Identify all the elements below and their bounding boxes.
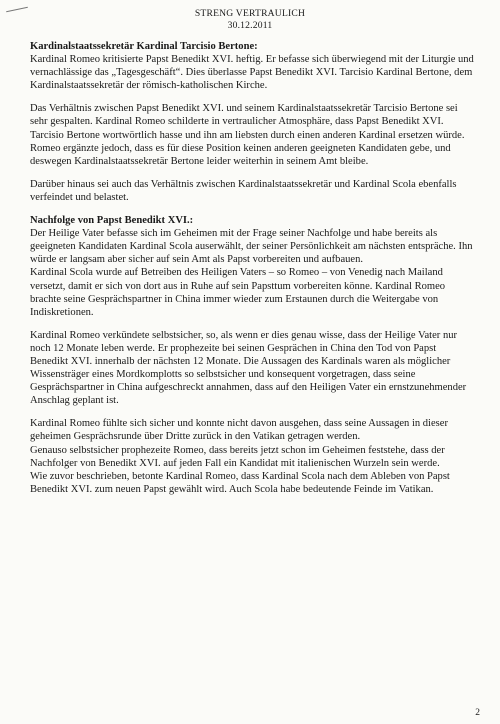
- paragraph: Wie zuvor beschrieben, betonte Kardinal Romeo, dass Kardinal Scola nach dem Ableben von Papst Benedikt XVI. zum neuen Papst gewählt wird. Auch Scola habe bedeutende Feinde im Vatikan.: [30, 470, 450, 495]
- paragraph: Genauso selbstsicher prophezeite Romeo, dass bereits jetzt schon im Geheimen feststehe, dass der Nachfolger von Benedikt XVI. auf jeden Fall ein Kandidat mit italienischen Wurzeln sein werde.: [30, 444, 445, 469]
- page-number: 2: [475, 708, 480, 718]
- section-heading-bertone: Kardinalstaatssekretär Kardinal Tarcisio Bertone:: [30, 41, 258, 52]
- paragraph: Das Verhältnis zwischen Papst Benedikt XVI. und seinem Kardinalstaatssekretär Tarcisio Bertone sei sehr gespalten. Kardinal Romeo schilderte in vertraulicher Atmosphäre, dass Papst Benedikt XVI. Tarcisio Bertone wortwörtlich hasse und ihn am liebsten durch einen anderen Kardinal ersetzen würde. Romeo ergänzte jedoch, dass es für diese Position keinen anderen geeigneten Kandidaten gebe, und deswegen Kardinalstaatssekretär Bertone leider weiterhin in seinem Amt bleibe.: [30, 103, 465, 167]
- document-header: [0, 8, 500, 32]
- paragraph: Kardinal Romeo fühlte sich sicher und konnte nicht davon ausgehen, dass seine Aussagen in dieser geheimen Gesprächsrunde über Dritte zurück in den Vatikan getragen werden.: [30, 418, 448, 443]
- document-body: [30, 40, 475, 496]
- paragraph: Der Heilige Vater befasse sich im Geheimen mit der Frage seiner Nachfolge und habe bereits als geeigneten Kandidaten Kardinal Scola auserwählt, der seiner Persönlichkeit am nächsten entspräche. Ihn würde er langsam aber sicher auf sein Amt als Papst vorbereiten und aufbauen.: [30, 228, 473, 266]
- document-date: 30.12.2011: [227, 20, 273, 31]
- paragraph: Kardinal Scola wurde auf Betreiben des Heiligen Vaters – so Romeo – von Venedig nach Mailand versetzt, damit er sich von dort aus in Ruhe auf sein Papsttum vorbereiten könne. Kardinal Romeo brachte seine Gesprächspartner in China immer wieder zum Erstaunen durch die Weitergabe von Indiskretionen.: [30, 267, 446, 318]
- classification-label: STRENG VERTRAULICH: [194, 8, 306, 19]
- paragraph: Darüber hinaus sei auch das Verhältnis zwischen Kardinalstaatssekretär und Kardinal Scola ebenfalls verfeindet und belastet.: [30, 178, 457, 203]
- paragraph: Kardinal Romeo kritisierte Papst Benedikt XVI. heftig. Er befasse sich überwiegend mit der Liturgie und vernachlässige das „Tagesgeschäft“. Dies überlasse Papst Benedikt XVI. Tarcisio Kardinal Bertone, dem Kardinalstaatssekretär der römisch-katholischen Kirche.: [30, 54, 474, 92]
- section-heading-succession: Nachfolge von Papst Benedikt XVI.:: [30, 215, 194, 227]
- paragraph: Kardinal Romeo verkündete selbstsicher, so, als wenn er dies genau wisse, dass der Heilige Vater nur noch 12 Monate leben werde. Er prophezeite bei seinen Gesprächen in China den Tod von Papst Benedikt XVI. innerhalb der nächsten 12 Monate. Die Aussagen des Kardinals waren als möglicher Wissensträger eines Mordkomplotts so selbstsicher und konsequent vorgetragen, dass seine Gesprächspartner in China aufgeschreckt annahmen, dass auf den Heiligen Vater ein ernstzunehmender Anschlag geplant ist.: [30, 329, 467, 407]
